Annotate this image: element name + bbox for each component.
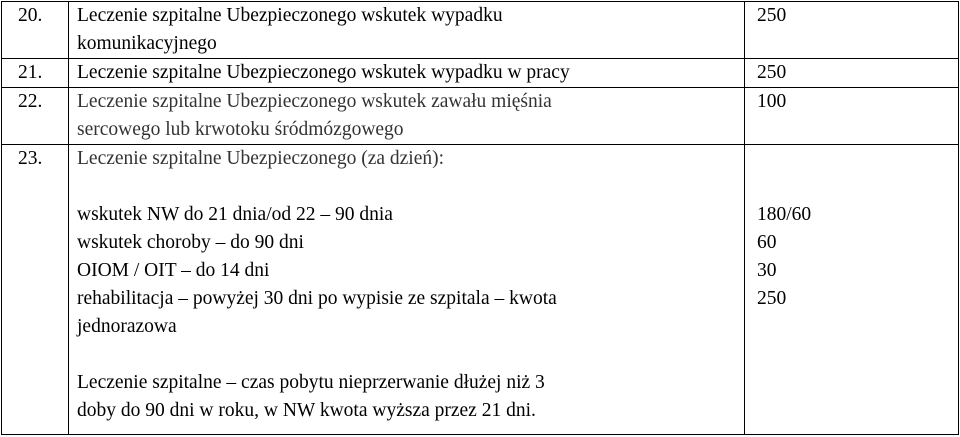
list-item: wskutek NW do 21 dnia/od 22 – 90 dnia (77, 204, 393, 225)
benefits-table (1, 1, 959, 435)
table-row (2, 2, 959, 59)
row-value: 100 (745, 88, 959, 145)
row-value: 250 (745, 59, 959, 88)
list-item: wskutek choroby – do 90 dni (77, 232, 304, 253)
list-item: OIOM / OIT – do 14 dni (77, 260, 270, 281)
row-text-line: sercowego lub krwotoku śródmózgowego (77, 119, 404, 140)
table-row (2, 59, 959, 88)
row-number: 20. (2, 2, 69, 59)
row-value: 60 (757, 232, 777, 253)
row-value: 250 (757, 288, 787, 309)
table-row (2, 88, 959, 145)
list-item: rehabilitacja – powyżej 30 dni po wypisie ze szpitala – kwota (77, 288, 557, 309)
row-description (69, 59, 745, 88)
row-text-line: Leczenie szpitalne Ubezpieczonego wskutek wypadku (77, 5, 503, 26)
row-text-line: Leczenie szpitalne Ubezpieczonego wskutek wypadku w pracy (77, 62, 570, 83)
row-text-line: Leczenie szpitalne Ubezpieczonego wskutek zawału mięśnia (77, 91, 552, 112)
note-line: doby do 90 dni w roku, w NW kwota wyższa przez 21 dni. (77, 400, 536, 421)
row-number: 21. (2, 59, 69, 88)
row-number: 23. (2, 145, 69, 435)
row-value: 180/60 (757, 204, 812, 225)
row-value: 30 (757, 260, 777, 281)
row-values (745, 145, 959, 435)
row-number: 22. (2, 88, 69, 145)
note-line: Leczenie szpitalne – czas pobytu nieprzerwanie dłużej niż 3 (77, 372, 545, 393)
row-text-line: komunikacyjnego (77, 33, 217, 54)
row-description (69, 88, 745, 145)
row-description (69, 145, 745, 435)
row-value: 250 (745, 2, 959, 59)
row-heading: Leczenie szpitalne Ubezpieczonego (za dzień): (77, 148, 445, 169)
list-item: jednorazowa (77, 316, 177, 337)
row-description (69, 2, 745, 59)
table-row (2, 145, 959, 435)
